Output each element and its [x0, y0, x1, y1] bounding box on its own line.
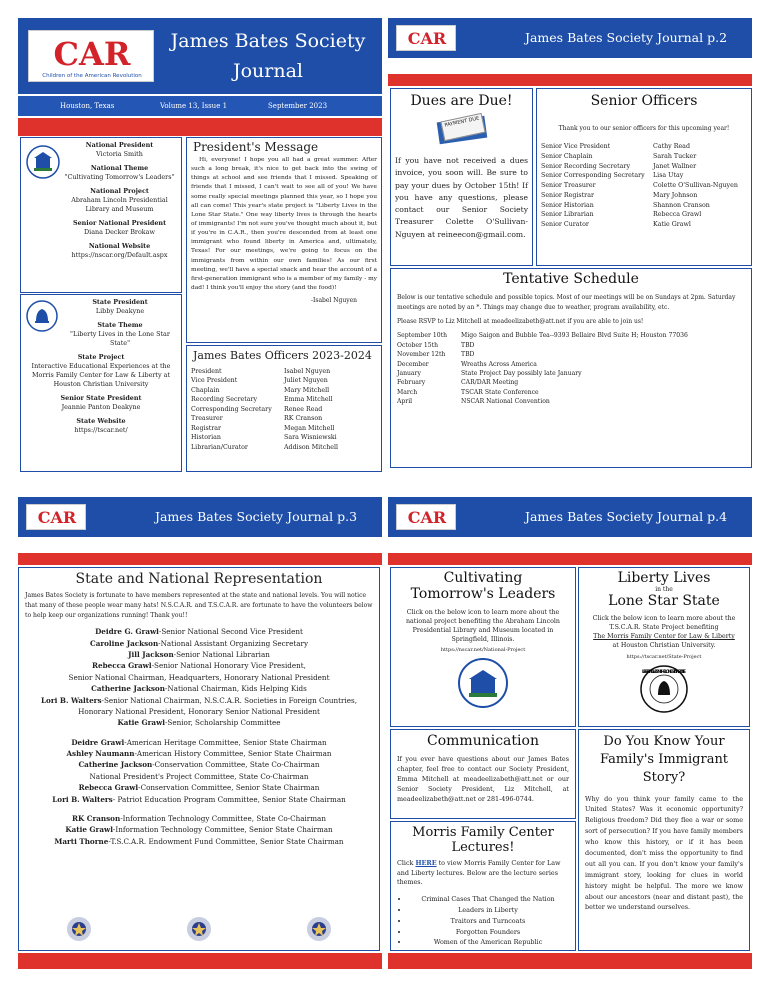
payment-due-label: PAYMENT DUE: [440, 113, 485, 141]
cultivating-box: [390, 567, 576, 727]
representative-name: Deidre Grawl: [71, 737, 125, 747]
national-project-icon[interactable]: [457, 657, 509, 709]
page-3: [18, 497, 382, 971]
liberty-bell-seal-icon: [25, 299, 59, 333]
officer-name: Juliet Nguyen: [284, 377, 328, 385]
page-3-header-title: James Bates Society Journal p.3: [154, 509, 358, 524]
page-4-header-title: James Bates Society Journal p.4: [524, 509, 728, 524]
red-band: [18, 118, 382, 136]
senior-officer-role: Senior Historian: [541, 201, 594, 209]
title-line-2: Journal: [232, 60, 304, 83]
schedule-date: February: [397, 379, 426, 387]
officer-role: Chaplain: [191, 386, 220, 394]
cultivating-title: [391, 568, 575, 602]
sidebar-label: National Website: [88, 241, 151, 250]
senior-officer-name: Colette O'Sullivan-Nguyen: [653, 182, 738, 189]
sidebar-entry: [24, 353, 178, 389]
officer-name: Isabel Nguyen: [284, 368, 331, 375]
story-title: Do You Know Your Family's Immigrant Story?: [599, 734, 729, 786]
representative-role: -American Heritage Committee, Senior State Chairman: [124, 737, 327, 747]
representation-group: [19, 737, 379, 805]
representative-role: -Senior National Second Vice President: [158, 627, 303, 637]
sidebar-value[interactable]: https://tscar.net/: [74, 425, 128, 434]
sidebar-label: Senior State President: [60, 393, 142, 402]
liberty-title-2: Lone Star State: [608, 593, 720, 609]
representative-line: [19, 782, 379, 793]
schedule-event: NSCAR National Convention: [461, 398, 550, 406]
representative-line: Senior National Chairman, Headquarters, Honorary National President: [68, 672, 330, 682]
senior-officer-name: Janet Wallner: [653, 162, 697, 170]
lecture-item: • Leaders in Liberty: [409, 905, 567, 916]
representative-name: Caroline Jackson: [89, 638, 159, 648]
sidebar-value: "Liberty Lives in the Lone Star State": [70, 329, 170, 347]
senior-officer-name: Katie Grawl: [653, 221, 691, 228]
dues-body: If you have not received a dues invoice, you soon will. Be sure to pay your dues by October 15th! If you have any questions, please contact our Senior Society Treasurer Colette O'Sullivan-Nguyen at reineecon@gmail.com.: [395, 156, 528, 239]
representative-name: Rebecca Grawl: [78, 783, 139, 793]
officer-name: RK Cranson: [284, 415, 323, 423]
representative-name: Ashley Naumann: [66, 749, 135, 758]
seal-text: LIBERTY LIVES IN THE LONE STAR STATE: [642, 668, 686, 674]
representative-line: [19, 649, 379, 660]
liberty-in-the: in the: [655, 586, 673, 593]
schedule-date: January: [397, 369, 421, 377]
liberty-body-1: Click the below icon to learn more about the T.S.C.A.R. State Project benefiting: [592, 615, 736, 632]
officers-box: [186, 345, 382, 472]
lecture-item: • Traitors and Turncoats: [409, 916, 567, 927]
liberty-box: [578, 567, 750, 727]
representative-name: Katie Grawl: [117, 718, 165, 728]
logo-letters: CAR: [407, 508, 447, 527]
title-line-1: James Bates Society: [170, 30, 366, 52]
sidebar-label: National Theme: [90, 163, 149, 172]
representative-name: RK Cranson: [72, 813, 121, 823]
senior-officer-role: Senior Registrar: [541, 191, 594, 199]
representative-line: [19, 813, 379, 824]
schedule-event: TBD: [461, 341, 475, 349]
lecture-item: • Criminal Cases That Changed the Nation: [409, 894, 567, 905]
sidebar-entry: [24, 417, 178, 435]
sidebar-label: State President: [92, 298, 148, 306]
representative-line: [19, 759, 379, 770]
representative-role: -Senior National Chairman, N.S.C.A.R. Societies in Foreign Countries,: [101, 695, 357, 705]
sidebar-value[interactable]: https://nscar.org/Default.aspx: [71, 250, 168, 259]
senior-officers-box: [536, 88, 752, 266]
sidebar-entry: [61, 219, 178, 237]
location: Houston, Texas: [60, 102, 115, 110]
schedule-title: Tentative Schedule: [503, 271, 639, 287]
communication-box: [390, 729, 576, 819]
sidebar-label: Senior National President: [72, 218, 167, 227]
representative-role: -T.S.C.A.R. Endowment Fund Committee, Senior State Chairman: [108, 836, 344, 846]
senior-officer-name: Sarah Tucker: [653, 152, 697, 160]
sidebar-value: Victoria Smith: [96, 149, 143, 158]
communication-body: If you ever have questions about our James Bates chapter, feel free to contact our Society President, Emma Mitchell at meadeelizabeth@att.net or our Senior Society President, Liz Mitchell, at meadeelizabeth@att.net or 281-496-0744.: [397, 755, 569, 803]
officer-role: Treasurer: [191, 415, 223, 423]
officer-name: Emma Mitchell: [284, 396, 333, 404]
senior-officers-intro: Thank you to our senior officers for this upcoming year!: [558, 125, 730, 132]
representative-role: -Conservation Committee, State Co-Chairman: [152, 760, 320, 770]
senior-officer-role: Senior Curator: [541, 221, 589, 228]
representative-name: Catherine Jackson: [78, 760, 153, 770]
issue-bar: [18, 96, 382, 116]
sidebar-entry: [24, 394, 178, 412]
sidebar-entry: [61, 187, 178, 214]
representative-name: Catherine Jackson: [91, 684, 165, 694]
representative-name: Deidre G. Grawl: [95, 627, 159, 637]
logo-subtitle: Children of the American Revolution: [42, 73, 142, 79]
schedule-box: [390, 268, 752, 468]
representation-intro: James Bates Society is fortunate to have members represented at the state and national levels. You will notice that many of these people wear many hats! N.S.C.A.R. and T.S.C.A.R. are fortunate to have the volunteers below to help keep our organizations running! Thank you!!: [25, 592, 373, 619]
sidebar-value: Jeannie Panton Deakyne: [61, 402, 141, 411]
liberty-title-1: Liberty Lives: [617, 570, 711, 586]
representative-line: [19, 748, 379, 759]
page-2-header-title: James Bates Society Journal p.2: [524, 30, 728, 45]
lecture-item: • Forgotten Founders: [409, 927, 567, 938]
representative-line: [19, 824, 379, 835]
officer-name: Sara Wisniewski: [284, 434, 337, 442]
car-logo-small: [396, 504, 456, 530]
schedule-rsvp: Please RSVP to Liz Mitchell at meadeelizabeth@att.net if you are able to join us!: [397, 318, 644, 326]
state-sidebar: [20, 294, 182, 472]
liberty-body-2: at Houston Christian University.: [612, 642, 716, 650]
red-band: [388, 553, 752, 565]
schedule-date: April: [397, 398, 413, 406]
representative-name: Lori B. Walters: [52, 794, 113, 804]
representative-line: National President's Project Committee, State Co-Chairman: [89, 771, 309, 781]
senior-officer-role: Senior Chaplain: [541, 152, 593, 160]
dues-box: [390, 88, 533, 266]
representative-line: [19, 717, 379, 728]
logo-letters: CAR: [53, 35, 131, 73]
lectures-title: Morris Family Center Lectures!: [412, 825, 554, 855]
page-4: [388, 497, 752, 971]
schedule-date: November 12th: [397, 351, 446, 359]
sidebar-value: Interactive Educational Experiences at the Morris Family Center for Law & Liberty at Houston Christian University: [31, 361, 171, 388]
sidebar-value: Libby Deakyne: [95, 306, 145, 315]
sidebar-label: National Project: [90, 186, 149, 195]
representative-role: -National Assistant Organizing Secretary: [158, 638, 309, 648]
representative-line: [19, 626, 379, 637]
schedule-date: March: [397, 388, 418, 396]
lectures-here-link[interactable]: HERE: [415, 859, 437, 867]
dues-title: Dues are Due!: [410, 93, 513, 109]
representative-line: Honorary National President, Honorary Senior National President: [78, 706, 320, 716]
senior-officer-role: Senior Recording Secretary: [541, 162, 630, 170]
lectures-box: [390, 821, 576, 951]
officer-role: Librarian/Curator: [191, 443, 248, 451]
sidebar-label: State Project: [77, 352, 125, 361]
lectures-post: to view Morris Family Center for Law and Liberty lectures. Below are the lecture series themes.: [397, 859, 561, 887]
sidebar-label: State Theme: [97, 320, 143, 329]
schedule-date: December: [397, 360, 429, 368]
sidebar-value: Diana Decker Brokaw: [84, 227, 155, 236]
schedule-intro: Below is our tentative schedule and possible topics. Most of our meetings will be on Sundays at 2pm. Saturday meetings are noted by an *. Things may change due to weather, program availability, etc.: [397, 294, 736, 311]
representative-name: Jill Jackson: [128, 650, 174, 659]
representative-role: -Senior, Scholarship Committee: [164, 718, 281, 728]
red-band: [388, 74, 752, 86]
representative-line: [19, 683, 379, 694]
sidebar-entry: [61, 242, 178, 260]
representative-line: [19, 638, 379, 649]
senior-officer-role: Senior Librarian: [541, 211, 594, 219]
car-logo-small: [396, 25, 456, 51]
communication-title: Communication: [427, 733, 539, 749]
logo-letters: CAR: [37, 508, 77, 527]
page-2: [388, 18, 752, 472]
representation-group: [19, 813, 379, 847]
officer-role: Historian: [191, 434, 221, 442]
senior-officer-role: Senior Corresponding Secretary: [541, 172, 645, 180]
sidebar-value: "Cultivating Tomorrow's Leaders": [64, 172, 175, 181]
message-signature: -Isabel Nguyen: [310, 297, 357, 305]
officer-name: Mary Mitchell: [284, 386, 330, 394]
liberty-lives-seal-icon[interactable]: [639, 664, 689, 714]
representative-name: Marti Thorne: [54, 836, 109, 846]
senior-officer-name: Rebecca Grawl: [653, 211, 702, 219]
red-band-bottom: [18, 953, 382, 969]
representative-line: [19, 836, 379, 847]
representative-role: -National Chairman, Kids Helping Kids: [164, 684, 307, 694]
schedule-event: Wreaths Across America: [461, 360, 537, 368]
logo-letters: CAR: [407, 29, 447, 48]
representative-name: Lori B. Walters: [41, 695, 102, 705]
sidebar-value: Abraham Lincoln Presidential Library and Museum: [71, 195, 168, 213]
representation-title: State and National Representation: [75, 571, 323, 587]
sidebar-label: State Website: [76, 416, 126, 425]
lectures-pre: Click: [397, 859, 416, 867]
representative-role: - Patriot Education Program Committee, Senior State Chairman: [112, 794, 346, 804]
message-title: President's Message: [193, 140, 319, 154]
officers-title: James Bates Officers 2023-2024: [193, 349, 372, 362]
representative-role: -American History Committee, Senior State Chairman: [134, 749, 332, 758]
officer-role: Vice President: [191, 377, 238, 385]
senior-officer-name: Shannon Cranson: [653, 201, 710, 209]
officer-name: Renee Read: [284, 405, 323, 413]
issue-date: September 2023: [268, 102, 328, 110]
cultivating-url[interactable]: https://nscar.net/National-Project: [440, 646, 526, 653]
sidebar-entry: [61, 141, 178, 159]
sidebar-entry: [61, 164, 178, 182]
society-seal-icon: [186, 916, 212, 942]
representative-role: -Information Technology Committee, Senior State Chairman: [112, 825, 333, 835]
cultivating-title-1: Cultivating: [443, 570, 523, 586]
schedule-event: State Project Day possibly late January: [461, 369, 582, 377]
lecture-item: • Women of the American Republic: [409, 937, 567, 948]
schedule-event: TSCAR State Conference: [461, 388, 539, 396]
officer-role: Corresponding Secretary: [191, 405, 272, 413]
representative-line: [19, 660, 379, 671]
car-logo-small: [26, 504, 86, 530]
liberty-url[interactable]: https://tscar.net/State-Project: [626, 653, 702, 660]
officer-role: Registrar: [191, 424, 222, 432]
presidents-message: [186, 137, 382, 343]
senior-officers-title: Senior Officers: [590, 93, 698, 109]
page-1: [18, 18, 382, 472]
representative-role: -Conservation Committee, Senior State Chairman: [138, 783, 320, 793]
representative-name: Katie Grawl: [65, 825, 113, 835]
volume: Volume 13, Issue 1: [160, 102, 228, 110]
red-band-bottom: [388, 953, 752, 969]
liberty-body: [579, 609, 749, 651]
national-sidebar: [20, 137, 182, 293]
schedule-event: Migo Saigon and Bubble Tea--9393 Bellaire Blvd Suite H; Houston 77036: [461, 332, 688, 340]
seal-row: [19, 916, 379, 942]
society-seal-icon: [306, 916, 332, 942]
officer-name: Addison Mitchell: [284, 443, 339, 451]
message-body: Hi, everyone! I hope you all had a great summer. After such a long break, it's nice to get back into the swing of things at school and see friends that I missed. Speaking of friends that I missed, I can't wait to see all of you! We have some really special meetings planned this year, so I hope you all can come! This year's state project is "Liberty Lives in the Lone Star State." One way liberty lives is through the hearts of immigrants! I'm not sure you've thought much about it, but if you're in C.A.R., then you're descended from at least one immigrant who found liberty in America and, ultimately, Texas! For our meetings, we're going to focus on the immigrants from within our own families! As our first meeting, we'll have a special snack and hear the account of a first-generation immigrant who is a member of my family - my dad! I think you'll enjoy the story (and the food)!: [191, 157, 377, 291]
representative-role: -Senior National Librarian: [173, 650, 270, 659]
cultivating-body: Click on the below icon to learn more about the national project benefiting the Abraham Lincoln Presidential Library and Museum located in Springfield, Illinois.: [406, 609, 560, 644]
cultivating-title-2: Tomorrow's Leaders: [410, 586, 556, 602]
red-band: [18, 553, 382, 565]
schedule-date: October 15th: [397, 341, 439, 349]
representative-line: [19, 737, 379, 748]
journal-title: [158, 26, 378, 87]
senior-officer-name: Mary Johnson: [653, 191, 698, 199]
senior-officer-role: Senior Treasurer: [541, 182, 596, 189]
liberty-link[interactable]: The Morris Family Center for Law & Liberty: [593, 633, 735, 641]
national-project-seal-icon: [25, 144, 61, 180]
payment-due-icon: [434, 115, 490, 145]
senior-officer-name: Cathy Read: [653, 143, 690, 150]
sidebar-label: National President: [85, 141, 154, 149]
story-body: Why do you think your family came to the United States? Was it economic opportunity? Religious freedom? Did they flee a war or some sort of persecution? If you have family members who know this history, or if it has been documented, don't miss the opportunity to find out all you can. If you don't know your family's immigrant story, looking for clues in world history might be helpful. The more we know about our ancestors (near and distant past), the better we understand ourselves.: [585, 794, 743, 912]
representative-line: [19, 695, 379, 706]
representative-role: -Information Technology Committee, State Co-Chairman: [120, 813, 326, 823]
senior-officer-role: Senior Vice President: [541, 143, 611, 150]
representation-group: [19, 626, 379, 728]
car-logo: [28, 30, 154, 82]
officer-role: Recording Secretary: [191, 396, 258, 404]
immigrant-story-box: [578, 729, 750, 951]
officer-role: President: [191, 368, 222, 375]
schedule-event: CAR/DAR Meeting: [461, 379, 519, 387]
representative-name: Rebecca Grawl: [92, 661, 152, 671]
representation-box: [18, 567, 380, 951]
lectures-intro: [391, 859, 575, 888]
representative-line: [19, 794, 379, 805]
representative-role: -Senior National Honorary Vice President,: [151, 661, 306, 671]
senior-officer-name: Lisa Utay: [653, 172, 684, 180]
schedule-date: September 10th: [397, 332, 447, 340]
schedule-event: TBD: [461, 351, 475, 359]
society-seal-icon: [66, 916, 92, 942]
officer-name: Megan Mitchell: [284, 424, 335, 432]
